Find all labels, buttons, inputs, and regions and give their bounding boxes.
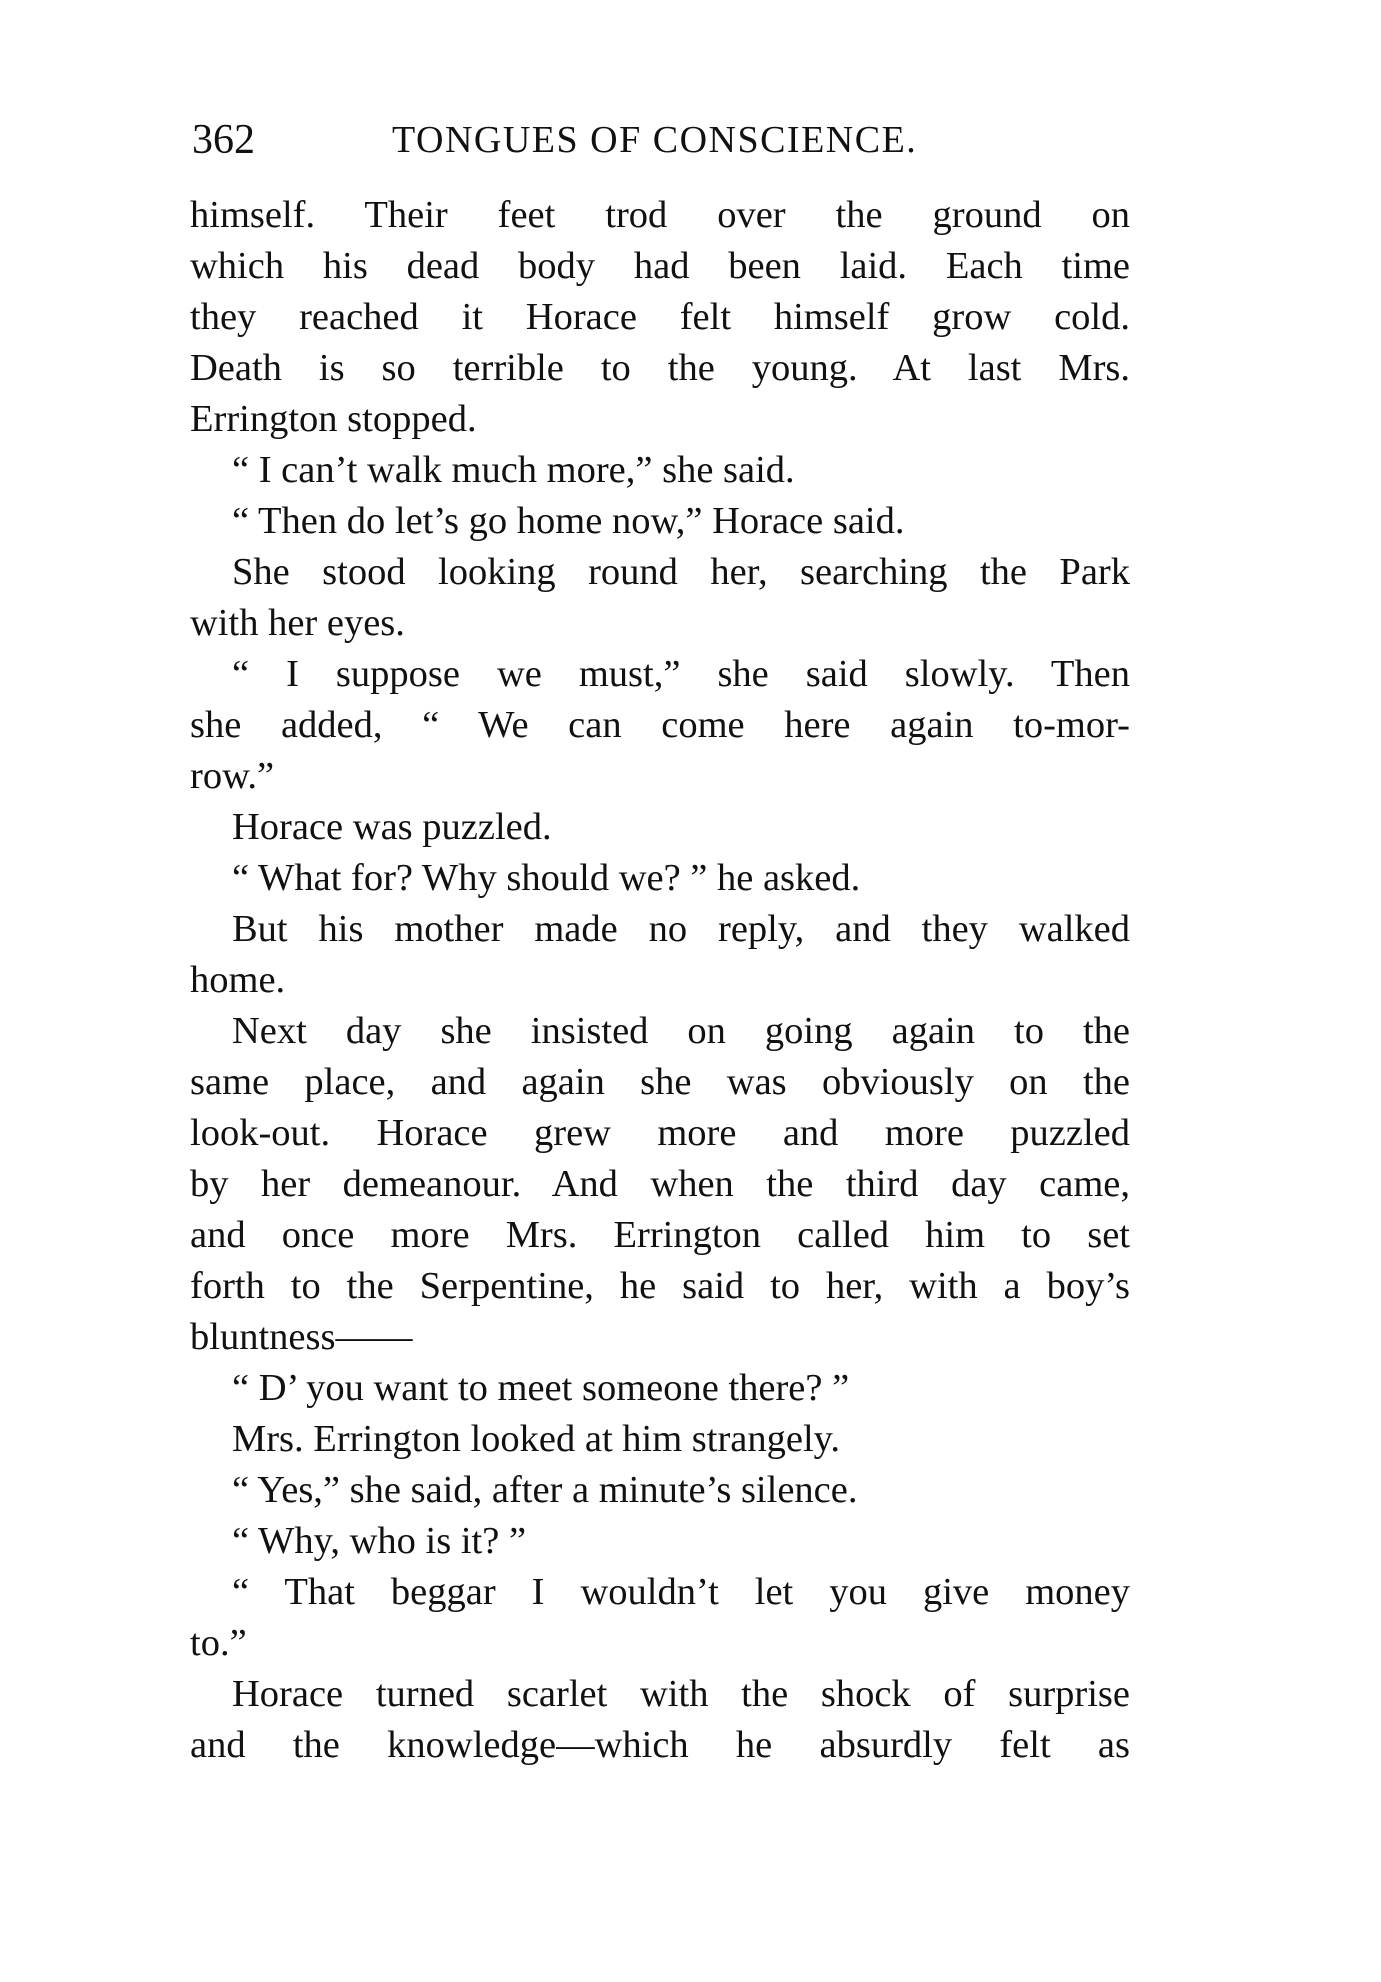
running-title: TONGUES OF CONSCIENCE.	[392, 119, 918, 161]
text-line: they reached it Horace felt himself grow cold.	[190, 296, 1130, 338]
text-line: look-out. Horace grew more and more puzzled	[190, 1112, 1130, 1154]
text-line: home.	[190, 959, 286, 1001]
running-head	[192, 110, 1142, 170]
text-line: Errington stopped.	[190, 398, 477, 440]
text-line: Mrs. Errington looked at him strangely.	[232, 1418, 841, 1460]
text-line: row.”	[190, 755, 275, 797]
text-line: to.”	[190, 1622, 247, 1664]
text-line: she added, “ We can come here again to-mor-	[190, 704, 1130, 746]
text-line: Horace turned scarlet with the shock of surprise	[232, 1673, 1130, 1715]
text-line: Next day she insisted on going again to the	[232, 1010, 1130, 1052]
text-line: “ D’ you want to meet someone there? ”	[232, 1367, 850, 1409]
text-line: and once more Mrs. Errington called him to set	[190, 1214, 1130, 1256]
text-line: “ I suppose we must,” she said slowly. Then	[232, 653, 1130, 695]
text-line: bluntness——	[190, 1316, 413, 1358]
text-line: But his mother made no reply, and they walked	[232, 908, 1130, 950]
text-line: himself. Their feet trod over the ground on	[190, 194, 1130, 236]
page-number: 362	[192, 117, 255, 163]
text-line: “ I can’t walk much more,” she said.	[232, 449, 795, 491]
text-line: “ Yes,” she said, after a minute’s silence.	[232, 1469, 858, 1511]
text-line: by her demeanour. And when the third day came,	[190, 1163, 1130, 1205]
text-line: with her eyes.	[190, 602, 405, 644]
text-line: “ Then do let’s go home now,” Horace said.	[232, 500, 905, 542]
text-line: “ That beggar I wouldn’t let you give money	[232, 1571, 1130, 1613]
text-line: and the knowledge—which he absurdly felt as	[190, 1724, 1130, 1766]
text-line: which his dead body had been laid. Each time	[190, 245, 1130, 287]
text-line: Death is so terrible to the young. At last Mrs.	[190, 347, 1130, 389]
text-line: same place, and again she was obviously on the	[190, 1061, 1130, 1103]
text-line: forth to the Serpentine, he said to her, with a boy’s	[190, 1265, 1130, 1307]
text-line: She stood looking round her, searching the Park	[232, 551, 1130, 593]
body-text	[190, 190, 1130, 1771]
text-line: “ What for? Why should we? ” he asked.	[232, 857, 861, 899]
text-line: Horace was puzzled.	[232, 806, 552, 848]
text-line: “ Why, who is it? ”	[232, 1520, 527, 1562]
